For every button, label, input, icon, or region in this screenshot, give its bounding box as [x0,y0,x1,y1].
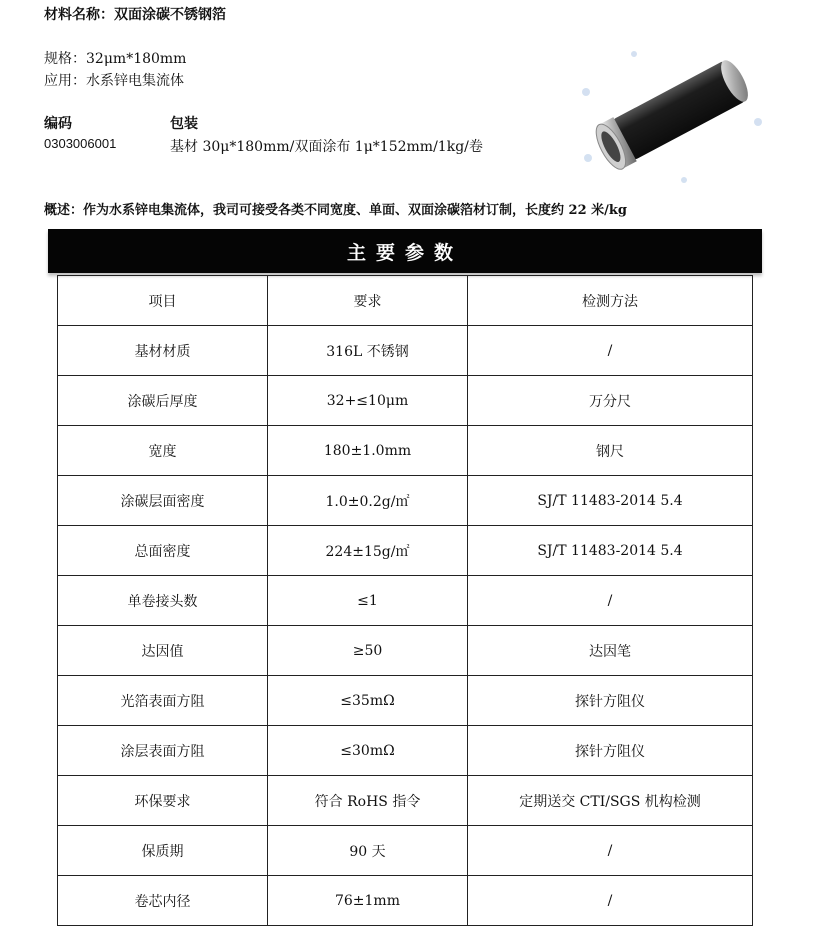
table-row [58,826,753,876]
cell-item: 卷芯内径 [58,876,268,926]
main-params-banner: 主要参数 [48,229,762,273]
cell-requirement: 224±15g/㎡ [268,526,468,576]
cell-item: 基材材质 [58,326,268,376]
params-table [57,275,753,926]
table-row [58,326,753,376]
cell-item: 单卷接头数 [58,576,268,626]
cell-requirement: 符合 RoHS 指令 [268,776,468,826]
cell-method: / [468,576,753,626]
cell-requirement: 76±1mm [268,876,468,926]
cell-item: 涂碳后厚度 [58,376,268,426]
cell-method: 达因笔 [468,626,753,676]
cell-item: 达因值 [58,626,268,676]
table-row [58,776,753,826]
table-row [58,526,753,576]
cell-requirement: 90 天 [268,826,468,876]
foil-roll-image [574,40,774,190]
table-row [58,476,753,526]
table-row [58,426,753,476]
cell-item: 环保要求 [58,776,268,826]
table-row [58,576,753,626]
cell-item: 保质期 [58,826,268,876]
cell-item: 宽度 [58,426,268,476]
table-header-row [58,276,753,326]
spec-text: 规格：32μm*180mm [44,51,187,67]
cell-method: 万分尺 [468,376,753,426]
cell-method: 探针方阻仪 [468,676,753,726]
table-row [58,726,753,776]
cell-method: / [468,876,753,926]
code-label: 编码 [44,116,72,132]
header-cell-method: 检测方法 [468,276,753,326]
cell-requirement: ≤30mΩ [268,726,468,776]
cell-requirement: 180±1.0mm [268,426,468,476]
cell-method: / [468,326,753,376]
table-row [58,876,753,926]
table-row [58,626,753,676]
cell-method: / [468,826,753,876]
cell-item: 光箔表面方阻 [58,676,268,726]
cell-requirement: 32+≤10μm [268,376,468,426]
cell-method: 钢尺 [468,426,753,476]
code-value: 0303006001 [44,136,117,151]
application-text: 应用：水系锌电集流体 [44,73,184,89]
pack-label: 包装 [170,116,198,132]
header-cell-requirement: 要求 [268,276,468,326]
cell-item: 涂碳层面密度 [58,476,268,526]
cell-requirement: ≤1 [268,576,468,626]
overview-text: 概述：作为水系锌电集流体，我司可接受各类不同宽度、单面、双面涂碳箔材订制，长度约 22 米/kg [44,203,627,218]
cell-requirement: ≤35mΩ [268,676,468,726]
table-row [58,376,753,426]
cell-requirement: 1.0±0.2g/㎡ [268,476,468,526]
cell-item: 总面密度 [58,526,268,576]
material-name: 材料名称：双面涂碳不锈钢箔 [44,7,226,23]
cell-requirement: 316L 不锈钢 [268,326,468,376]
table-row [58,676,753,726]
cell-item: 涂层表面方阻 [58,726,268,776]
cell-method: 定期送交 CTI/SGS 机构检测 [468,776,753,826]
cell-method: SJ/T 11483-2014 5.4 [468,526,753,576]
header-cell-item: 项目 [58,276,268,326]
cell-requirement: ≥50 [268,626,468,676]
cell-method: 探针方阻仪 [468,726,753,776]
cell-method: SJ/T 11483-2014 5.4 [468,476,753,526]
pack-value: 基材 30μ*180mm/双面涂布 1μ*152mm/1kg/卷 [170,139,483,155]
